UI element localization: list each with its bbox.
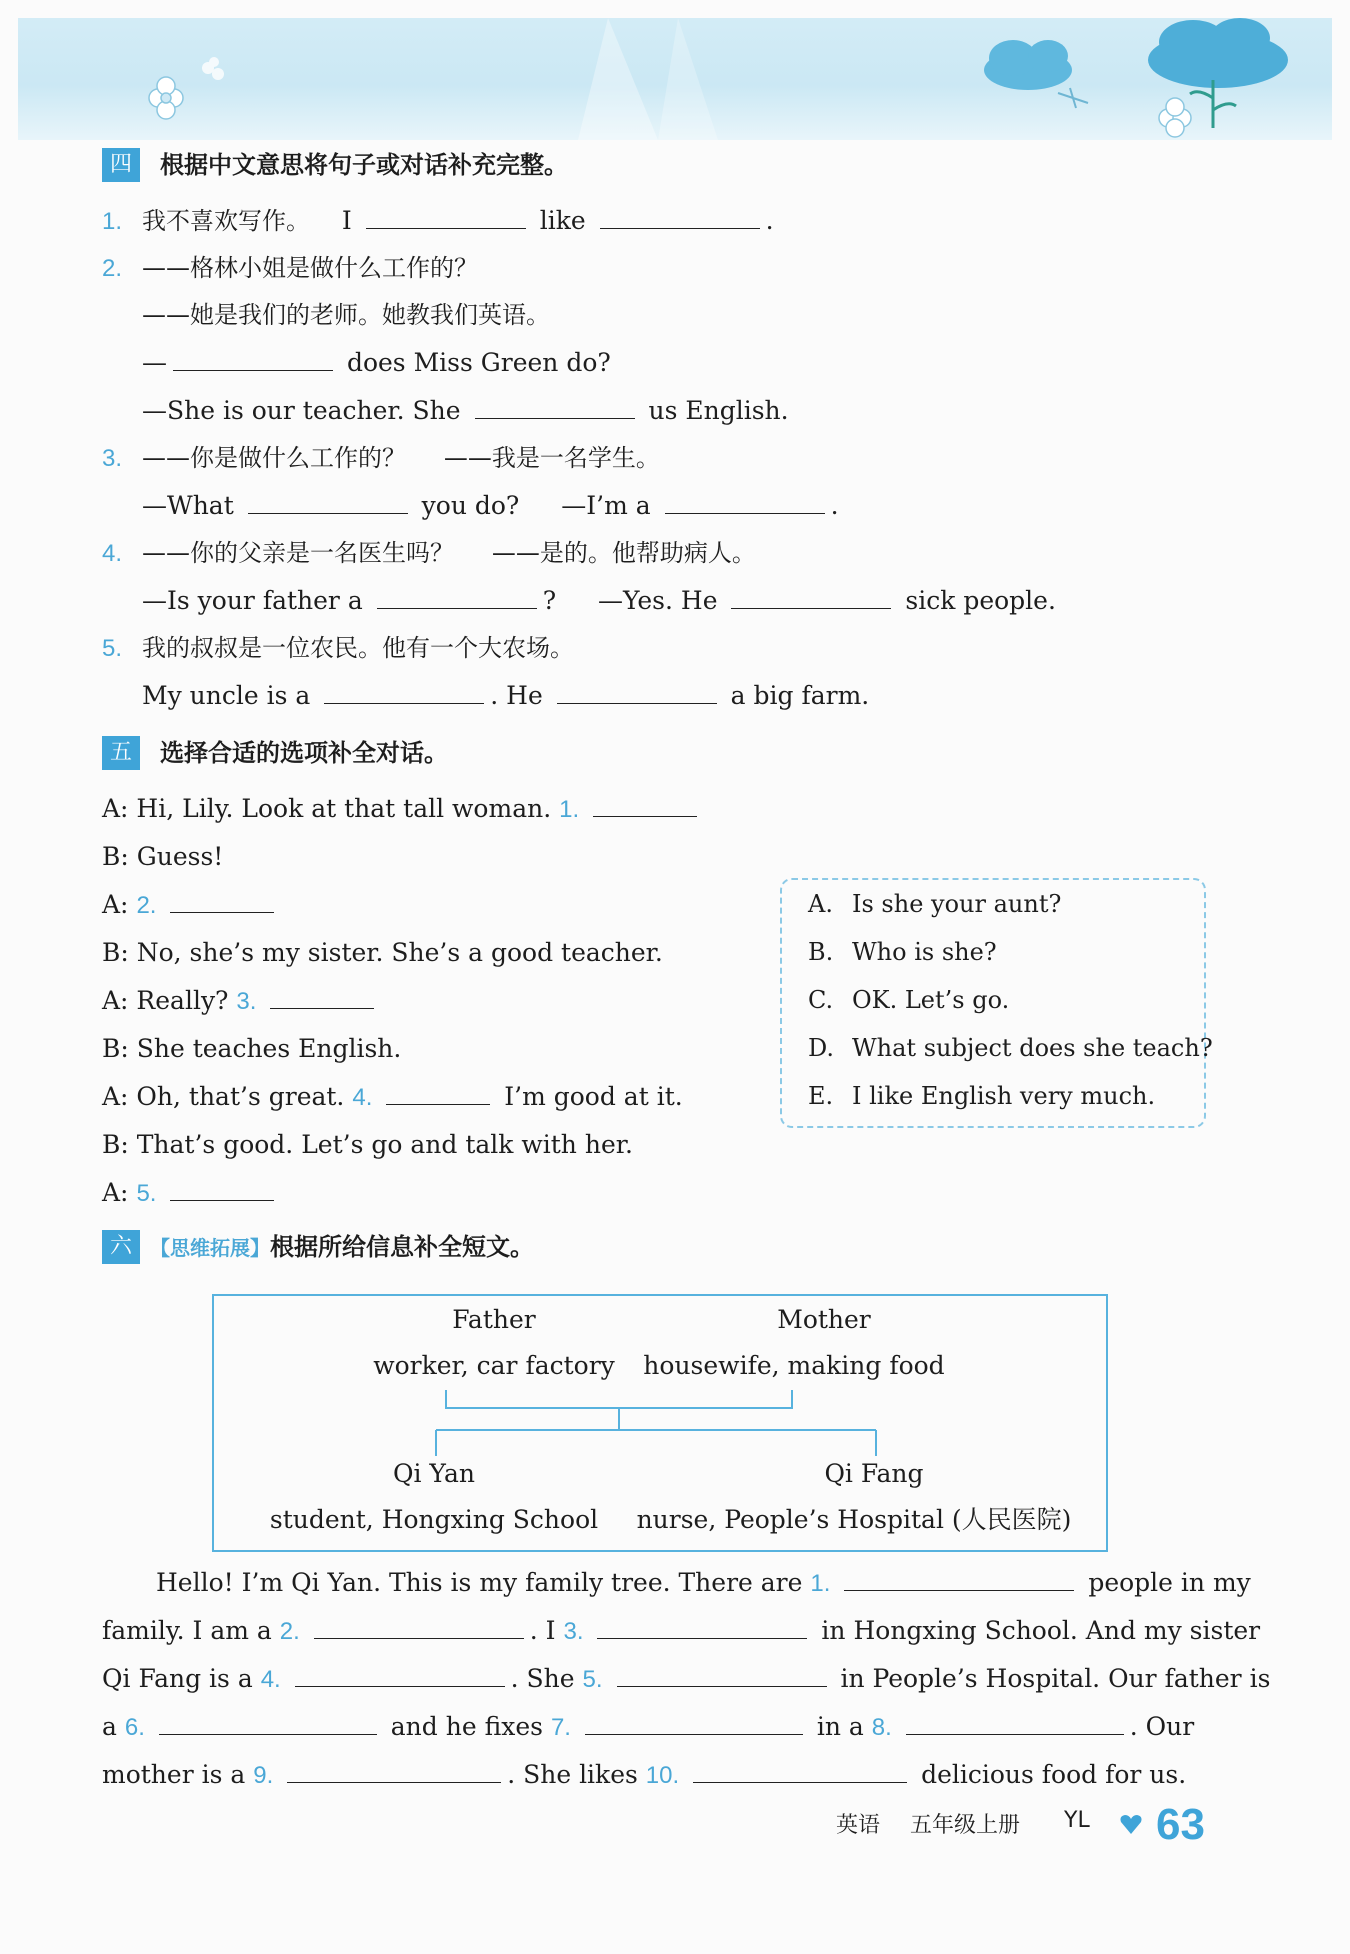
answer-blank[interactable]: [693, 1760, 907, 1783]
dialogue-line: [102, 1080, 683, 1115]
sentence-text: —: [142, 348, 167, 377]
dialogue-line: B: She teaches English.: [102, 1034, 402, 1063]
s4-q5-en: [142, 679, 869, 713]
section-title-text: 根据所给信息补全短文。: [270, 1233, 534, 1261]
chinese-prompt: ——格林小姐是做什么工作的？: [141, 254, 478, 282]
chinese-prompt: ——你是做什么工作的？: [141, 444, 406, 472]
answer-blank[interactable]: [287, 1760, 501, 1783]
page-number: 63: [1156, 1800, 1205, 1849]
answer-blank[interactable]: [295, 1664, 505, 1687]
answer-blank[interactable]: [314, 1616, 524, 1639]
dialogue-text: A:: [102, 1178, 129, 1207]
option-item: [808, 936, 997, 968]
passage-text: . She likes: [507, 1760, 638, 1789]
answer-blank[interactable]: [248, 491, 408, 514]
s4-q3-zh: [102, 441, 660, 476]
passage-line: [102, 1758, 1186, 1793]
question-number: 4.: [260, 1666, 281, 1693]
option-letter: B.: [808, 938, 834, 966]
passage-text: family. I am a: [102, 1616, 272, 1645]
sentence-text: —She is our teacher. She: [142, 396, 461, 425]
answer-blank[interactable]: [665, 491, 825, 514]
child1-name: Qi Yan: [392, 1459, 475, 1488]
option-letter: C.: [808, 986, 834, 1014]
section-5-badge: 五: [102, 736, 140, 770]
answer-blank[interactable]: [324, 681, 484, 704]
chinese-prompt: ——你的父亲是一名医生吗？: [141, 539, 454, 567]
dialogue-text: A:: [102, 890, 129, 919]
sentence-text: —Is your father a: [142, 586, 363, 615]
answer-blank[interactable]: [597, 1616, 807, 1639]
answer-blank[interactable]: [731, 586, 891, 609]
sentence-text: like: [539, 206, 586, 235]
question-number: 9.: [253, 1762, 274, 1789]
mother-name: Mother: [777, 1305, 871, 1334]
question-number: 3.: [236, 988, 257, 1015]
option-letter: E.: [808, 1082, 834, 1110]
chinese-prompt: 我的叔叔是一位农民。他有一个大农场。: [141, 634, 574, 662]
section-tag: 【思维拓展】: [150, 1236, 270, 1260]
passage-text: and he fixes: [390, 1712, 543, 1741]
passage-text: mother is a: [102, 1760, 246, 1789]
question-number: 1.: [102, 208, 123, 235]
answer-blank[interactable]: [377, 586, 537, 609]
dialogue-line: B: Guess!: [102, 842, 224, 871]
dialogue-text: A: Oh, that’s great.: [102, 1082, 345, 1111]
chinese-prompt: ——我是一名学生。: [443, 444, 660, 472]
header-decoration: [18, 18, 1332, 140]
passage-text: a: [102, 1712, 117, 1741]
footer-grade: 五年级上册: [910, 1813, 1021, 1838]
option-item: [808, 888, 1061, 920]
dialogue-line: [102, 984, 380, 1019]
question-number: 10.: [645, 1762, 680, 1789]
question-number: 2.: [136, 892, 157, 919]
passage-text: in a: [816, 1712, 864, 1741]
question-number: 4.: [102, 540, 123, 567]
heart-leaf-icon: [1118, 1812, 1144, 1836]
passage-line: [102, 1614, 1260, 1649]
passage-text: . Our: [1129, 1712, 1195, 1741]
sentence-text: a big farm.: [730, 681, 870, 710]
dialogue-text: A: Really?: [102, 986, 229, 1015]
question-number: 1.: [559, 796, 580, 823]
answer-blank[interactable]: [270, 986, 374, 1009]
s4-q2-en2: [142, 394, 789, 428]
sentence-text: —I’m a: [561, 491, 651, 520]
sentence-text: —Yes. He: [598, 586, 718, 615]
dialogue-text: I’m good at it.: [504, 1082, 683, 1111]
options-box: [780, 878, 1213, 1128]
answer-blank[interactable]: [906, 1712, 1124, 1735]
question-number: 3.: [563, 1618, 584, 1645]
option-item: [808, 984, 1009, 1016]
father-name: Father: [452, 1305, 536, 1334]
sentence-text: I: [341, 206, 352, 235]
s4-q4-zh: [102, 536, 756, 571]
option-text: Is she your aunt?: [852, 890, 1062, 918]
s4-q4-en: [142, 584, 1056, 618]
passage-text: . She: [510, 1664, 575, 1693]
dialogue-text: A: Hi, Lily. Look at that tall woman.: [102, 794, 552, 823]
passage-line: [102, 1662, 1270, 1697]
answer-blank[interactable]: [170, 890, 274, 913]
dialogue-line: B: No, she’s my sister. She’s a good teacher.: [102, 938, 663, 967]
answer-blank[interactable]: [475, 396, 635, 419]
answer-blank[interactable]: [173, 348, 333, 371]
option-letter: D.: [808, 1034, 835, 1062]
flower-icon: [149, 77, 183, 119]
dialogue-line: [102, 888, 280, 923]
cloud-icon: [1148, 18, 1288, 88]
footer-subject: 英语: [836, 1813, 881, 1838]
passage-text: people in my: [1088, 1568, 1251, 1597]
sentence-text: My uncle is a: [142, 681, 311, 710]
answer-blank[interactable]: [159, 1712, 377, 1735]
header-banner: [18, 18, 1332, 140]
question-number: 2.: [102, 255, 123, 282]
sentence-text: ?: [542, 586, 557, 615]
answer-blank[interactable]: [170, 1178, 274, 1201]
father-info: worker, car factory: [373, 1351, 615, 1380]
question-number: 1.: [810, 1570, 831, 1597]
chinese-prompt: ——是的。他帮助病人。: [491, 539, 756, 567]
passage-text: Qi Fang is a: [102, 1664, 253, 1693]
section-4-badge: 四: [102, 148, 140, 182]
s4-q1-line: [102, 204, 774, 239]
answer-blank[interactable]: [600, 206, 760, 229]
passage-line: [156, 1566, 1251, 1601]
child1-info: student, Hongxing School: [269, 1505, 599, 1534]
sentence-text: . He: [490, 681, 543, 710]
sentence-text: does Miss Green do?: [346, 348, 611, 377]
s4-q3-en: [142, 489, 839, 523]
answer-blank[interactable]: [366, 206, 526, 229]
passage-text: delicious food for us.: [921, 1760, 1187, 1789]
child2-info: nurse, People’s Hospital (人民医院): [636, 1505, 1072, 1534]
answer-blank[interactable]: [617, 1664, 827, 1687]
option-text: OK. Let’s go.: [852, 986, 1010, 1014]
dialogue-line: [102, 792, 703, 827]
question-number: 6.: [124, 1714, 145, 1741]
section-6-title: [150, 1230, 534, 1265]
passage-line: [102, 1710, 1194, 1745]
section-6-badge: 六: [102, 1230, 140, 1264]
s4-q2-en1: [142, 346, 611, 380]
question-number: 4.: [352, 1084, 373, 1111]
sentence-text: you do?: [421, 491, 520, 520]
sentence-text: .: [765, 206, 774, 235]
question-number: 8.: [871, 1714, 892, 1741]
passage-text: in Hongxing School. And my sister: [821, 1616, 1261, 1645]
passage-text: Hello! I’m Qi Yan. This is my family tree. There are: [156, 1568, 803, 1597]
section-5-title: 选择合适的选项补全对话。: [160, 739, 448, 767]
s4-q5-zh: [102, 631, 574, 666]
cloud-icon: [984, 40, 1072, 90]
footer-edition: YL: [1064, 1808, 1090, 1833]
option-text: Who is she?: [852, 938, 997, 966]
answer-blank[interactable]: [386, 1082, 490, 1105]
option-item: [808, 1080, 1155, 1112]
option-text: What subject does she teach?: [852, 1034, 1213, 1062]
sentence-text: sick people.: [905, 586, 1056, 615]
dialogue-line: B: That’s good. Let’s go and talk with her.: [102, 1130, 633, 1159]
question-number: 5.: [582, 1666, 603, 1693]
option-item: [808, 1032, 1213, 1064]
answer-blank[interactable]: [844, 1568, 1074, 1591]
section-4-title: 根据中文意思将句子或对话补充完整。: [160, 151, 568, 179]
sentence-text: —What: [142, 491, 234, 520]
option-letter: A.: [808, 890, 833, 918]
question-number: 5.: [136, 1180, 157, 1207]
family-tree: [212, 1294, 1108, 1552]
dialogue-line: [102, 1176, 280, 1211]
mother-info: housewife, making food: [643, 1351, 945, 1380]
sentence-text: .: [830, 491, 839, 520]
s4-q2-zh1: [102, 251, 478, 286]
answer-blank[interactable]: [585, 1712, 803, 1735]
chinese-prompt: ——她是我们的老师。她教我们英语。: [142, 301, 550, 329]
passage-text: in People’s Hospital. Our father is: [840, 1664, 1271, 1693]
option-text: I like English very much.: [852, 1082, 1156, 1110]
question-number: 2.: [279, 1618, 300, 1645]
answer-blank[interactable]: [593, 794, 697, 817]
question-number: 3.: [102, 445, 123, 472]
question-number: 7.: [550, 1714, 571, 1741]
sentence-text: us English.: [648, 396, 789, 425]
chinese-prompt: 我不喜欢写作。: [141, 207, 310, 235]
child2-name: Qi Fang: [824, 1459, 924, 1488]
question-number: 5.: [102, 635, 123, 662]
answer-blank[interactable]: [557, 681, 717, 704]
passage-text: . I: [529, 1616, 556, 1645]
